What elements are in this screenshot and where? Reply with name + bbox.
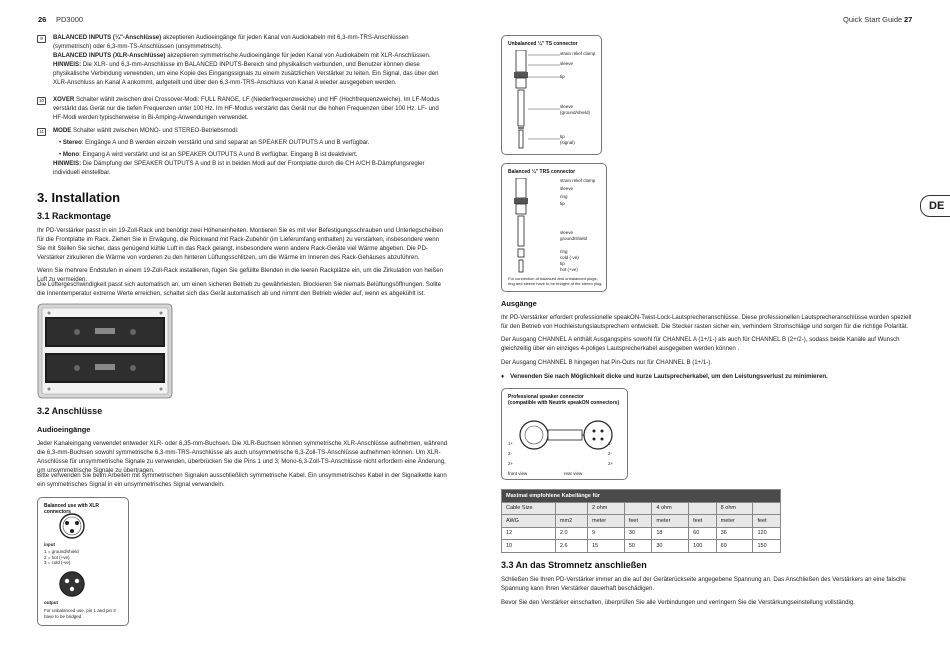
bullet-mono: • Mono: Eingang A wird verstärkt und ist an SPEAKER OUTPUTS A und B verfügbar. Eingang B ist deaktiviert. [59,151,358,159]
xlr-output-connector-icon [58,570,86,598]
rack-paragraph-2: Wenn Sie mehrere Endstufen in einem 19-Zoll-Rack installieren, fügen Sie gefüllte Blenden in die leeren Rackplätze ein, um die Zirkulation von heißen Luft zu vermeiden. [37,267,444,284]
item-11-text: MODE Schalter wählt zwischen MONO- und STEREO-Betriebsmodi: • Stereo: Eingänge A und B werden einzeln verstärkt und sind separat an SPEAKER OUTPUTS A und B verfügbar. • Mono: Eingang A wird verstärkt und ist an SPEAKER OUTPUTS A und B verfügbar. Eingang B ist deaktiviert. HINWEIS: Die Dämpfung der SPEAKER OUTPUTS A und B ist in beiden Modi auf der Frontplatte durch die CH A/CH B-Dämpfungsregler individuell einstellbar. [53,126,448,177]
xlr-input-connector-icon [58,512,86,540]
item-number-10: 10 [38,98,44,103]
xlr-diagram: Balanced use with XLR connectors input 1 = ground/shield 2 = hot (+ve) 3 = cold (-ve) output For unbalanced use, pin 1 and pin 3 have to be bridged [37,497,129,626]
outputs-tip: ♦ Verwenden Sie nach Möglichkeit dicke und kurze Lautsprecherkabel, um den Leistungsverlust zu minimieren. [501,373,828,380]
table-row: 12 2.0 9 30 18 60 36 120 [502,527,781,540]
left-page-number: 26 [38,15,47,24]
rack-paragraph-3: Die Lüftergeschwindigkeit passt sich automatisch an, um einen sicheren Betrieb zu gewährleisten. Blockieren Sie niemals Belüftungsöffnungen. Sollte die Innentemperatur extreme Werte erreichen, schaltet sich das Gerät automatisch ab und nimmt den Betrieb wieder auf, wenn es abgekühlt ist. [37,281,441,298]
item-number-9: 9 [37,35,46,43]
item-9-text: BALANCED INPUTS (¼"-Anschlüsse) akzeptieren Audioeingänge für jeden Kanal von Audiokabeln mit 6,3-mm-TRS-Anschlüssen (symmetrisch) oder 6,3-mm-TS-Anschlüssen (unsymmetrisch). BALANCED INPUTS (XLR-Anschlüsse) akzeptieren symmetrische Audioeingänge für jeden Kanal von Audiokabeln mit XLR-Anschlüssen. HINWEIS: Die XLR- und 6,3-mm-Anschlüsse im BALANCED INPUTS-Bereich sind physikalisch verbunden, und Benutzer können diese physikalische Verbindung verwenden, um eine Kopie des Eingangssignals zu einem zusätzlichen Verstärker zu leiten. Ein Signal, das über den XLR-Anschluss an Kanal A ankommt, aufgeteilt und über den 6,3-mm-TRS-Anschluss von Kanal A wieder ausgegeben werden. [53,34,439,87]
trs-connector-diagram: Balanced ¼" TRS connector strain relief clamp sleeve ring tip sleeve ground/shield ring cold (-ve) tip hot (+ve) For connection of balanced and unbalanced plugs, ring and sleeve have to be bridged at the stereo plug. [501,163,607,292]
tip-icon: ♦ [501,373,505,380]
rack-illustration [37,303,173,399]
connections-heading: 3.2 Anschlüsse [37,406,103,416]
language-badge: DE [920,195,950,217]
outputs-paragraph-3: Der Ausgang CHANNEL B hingegen hat Pin-Outs nur für CHANNEL B (1+/1-). [501,359,713,366]
speakon-diagram: Professional speaker connector (compatible with Neutrik speakON connectors) 1+ 2- 2+ 1- 2- 2+ front view rear view [501,388,628,480]
right-page-number: 27 [904,15,913,24]
speakon-connector-icon [510,413,622,459]
mains-heading: 3.3 An das Stromnetz anschließen [501,560,647,570]
installation-heading: 3. Installation [37,190,121,205]
audio-inputs-heading: Audioeingänge [37,425,91,434]
audio-paragraph-1: Jeder Kanaleingang verwendet entweder XLR- oder 6,35-mm-Buchsen. Die XLR-Buchsen können symmetrische XLR-Anschlüsse aufnehmen, während die 6,3-mm-Buchsen sowohl symmetrische 6,3-mm-TRS-Anschlüsse als auch unsymmetrische 6,3-Zoll-TS-Anschlüsse aufnehmen können. Um XLR-Anschlüsse für unsymmetrische Signale zu verwenden, überbrücken Sie die Pins 1 und 3; Mono-6,3-Zoll-TS-Anschlüsse nicht erfordern eine Änderung, um unsymmetrische Signale zu übertragen. [37,440,448,475]
cable-length-table: Maximal empfohlene Kabellänge für Cable Size 2 ohm 4 ohm 8 ohm AWG mm2 meter feet meter feet meter feet 12 2.0 9 30 18 60 36 120 10 2.6 15 50 30 100 60 150 [501,489,781,553]
table-row: 10 2.6 15 50 30 100 60 150 [502,540,781,553]
right-title: Quick Start Guide [843,15,903,24]
outputs-paragraph-1: Ihr PD-Verstärker erfordert professionelle speakON-Twist-Lock-Lautsprecheranschlüsse. Diese professionellen Lautsprecheranschlüsse wurden speziell für den Betrieb von Hochleistungslautsprechern entwickelt. Die Stecker rasten sicher ein, verhindern Stromschläge und sorgen für die richtige Polarität. [501,314,912,331]
item-10-text: XOVER Schalter wählt zwischen drei Crossover-Modi: FULL RANGE, LF (Niederfrequenzweiche) und HF (Hochfrequenzweiche). Im LF-Modus verstärkt das Gerät nur die tiefen Frequenzen unter 100 Hz. Im HF-Modus verstärkt das Gerät nur die hohen Frequenzen über 100 Hz. LF- und HF-Modi werden typischerweise in Bi-Amping-Anwendungen verwendet. [53,96,440,122]
mains-paragraph-2: Bevor Sie den Verstärker einschalten, überprüfen Sie alle Verbindungen und verringern Sie die Verstärkungseinstellung vollständig. [501,599,855,606]
rack-heading: 3.1 Rackmontage [37,211,112,221]
item-number-11: 11 [37,128,46,136]
audio-paragraph-2: Bitte verwenden Sie beim Arbeiten mit symmetrischen Signalen ausschließlich symmetrische Kabel. Ein unsymmetrisches Kabel in der Signalkette kann ein symmetrisches Signal in ein unsymmetrisches Signal verwandeln. [37,472,447,489]
outputs-heading: Ausgänge [501,299,537,308]
trs-plug-icon [510,178,532,274]
rack-paragraph-1: Ihr PD-Verstärker passt in ein 19-Zoll-Rack und benötigt zwei Höheneinheiten. Montieren Sie es mit vier Befestigungsschrauben und Unterlegscheiben für die Frontplatte im Rack. Ziehen Sie in Erwägung, die Rückwand mit Rack-Zubehör (im Lieferumfang enthalten) zu verstärken, insbesondere wenn Sie mit Stellen Sie sicher, dass genügend kühle Luft in das Rack gelangt, insbesondere wenn andere Rack-Geräte viel Wärme abgeben. Die PD-Verstärker zirkulieren die Wärme von vorderen zu den hinteren Lüftungsschlitzen, um die Wärme im Inneren des Rack-Gehäuses abzuführen. [37,227,444,262]
ts-connector-diagram: Unbalanced ¼" TS connector strain relief clamp sleeve tip sleeve (ground/shield) tip (signal) [501,35,602,155]
outputs-paragraph-2: Der Ausgang CHANNEL A enthält Ausgangspins sowohl für CHANNEL A (1+/1-) als auch für CHANNEL B (2+/2-), sodass beide Kanäle auf Wunsch gleichzeitig über ein einziges 4-poliges Lautsprecherkabel ausgegeben werden können . [501,336,900,353]
mains-paragraph-1: Schließen Sie Ihren PD-Verstärker immer an die auf der Geräterückseite angegebene Spannung an. Das Anschließen des Verstärkers an eine falsche Spannung kann Ihren Verstärker dauerhaft beschädigen. [501,576,906,593]
bullet-stereo: • Stereo: Eingänge A und B werden einzeln verstärkt und sind separat an SPEAKER OUTPUTS A und B verfügbar. [59,139,370,147]
left-product-name: PD3000 [56,15,84,24]
